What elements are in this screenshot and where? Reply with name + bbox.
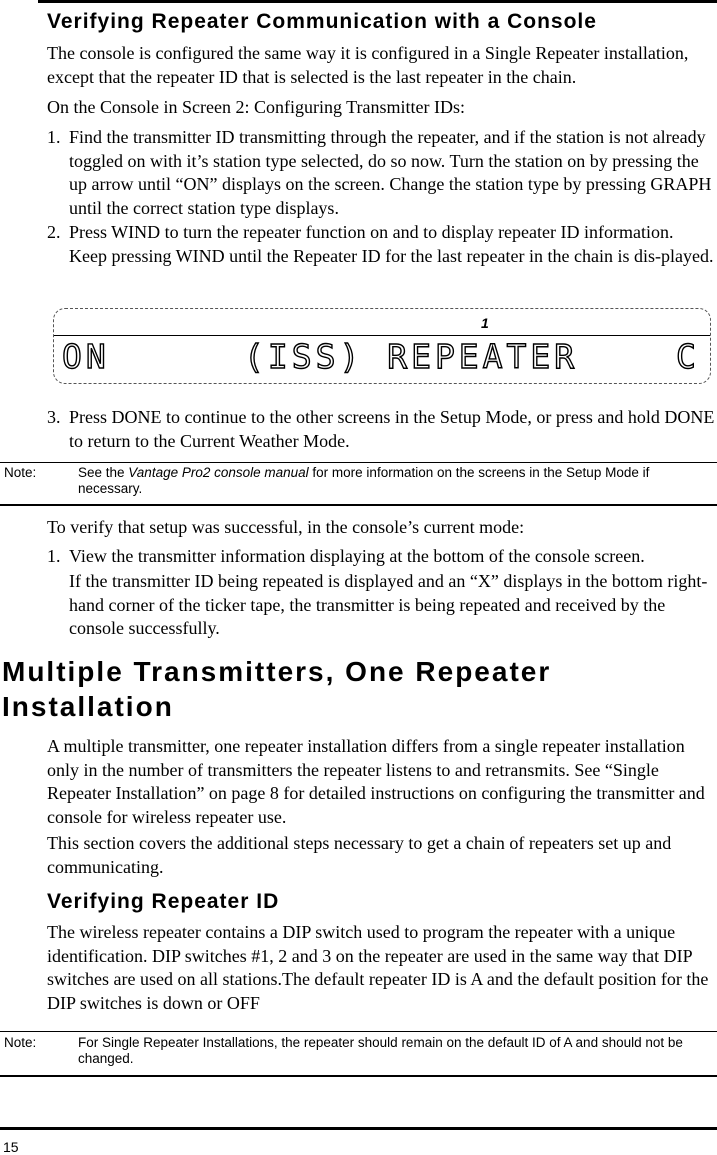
top-rule xyxy=(38,0,717,3)
list-item xyxy=(47,126,715,220)
multi-paragraph-1: A multiple transmitter, one repeater installation differs from a single repeater installation only in the number of transmitters the repeater listens to and retransmits. See “Single Repeater Installation” on page 8 for detailed instructions on configuring the transmitter and console for wireless repeater use. xyxy=(47,736,705,827)
list-item xyxy=(47,406,715,453)
list-number: 3. xyxy=(47,407,61,427)
lcd-display-figure xyxy=(53,308,711,384)
lcd-text-on: ON xyxy=(62,337,110,376)
verify-detail: If the transmitter ID being repeated is displayed and an “X” displays in the bottom right-hand corner of the ticker tape, the transmitter is being repeated and received by the console successfully. xyxy=(69,571,708,638)
subheading-verifying-repeater-id: Verifying Repeater ID xyxy=(47,890,280,913)
multi-paragraph-2: This section covers the additional steps necessary to get a chain of repeaters set up and communicating. xyxy=(47,833,672,877)
intro-paragraph: The console is configured the same way it is configured in a Single Repeater installation, except that the repeater ID that is selected is the last repeater in the chain. xyxy=(47,43,689,87)
lcd-text-repeater: (ISS) REPEATER xyxy=(244,337,579,376)
note-text: For Single Repeater Installations, the repeater should remain on the default ID of A and should not be changed. xyxy=(78,1035,683,1066)
list-text: Press WIND to turn the repeater function on and to display repeater ID information. Keep pressing WIND until the Repeater ID for the last repeater in the chain is dis-played. xyxy=(69,222,714,266)
list-item xyxy=(47,545,715,569)
lcd-divider xyxy=(54,335,710,336)
section-heading-verifying-communication: Verifying Repeater Communication with a Console xyxy=(47,10,597,33)
footer-rule xyxy=(0,1127,717,1130)
note-box xyxy=(0,1031,717,1077)
list-item xyxy=(47,221,715,268)
note-label: Note: xyxy=(4,465,37,480)
manual-title: Vantage Pro2 console manual xyxy=(128,465,309,480)
note-text: See the Vantage Pro2 console manual for more information on the screens in the Setup Mode if necessary. xyxy=(78,465,650,496)
note-box xyxy=(0,462,717,506)
section-heading-multiple-transmitters: Multiple Transmitters, One Repeater Installation xyxy=(2,656,552,722)
list-number: 2. xyxy=(47,222,61,242)
lcd-text-id: C xyxy=(676,337,700,376)
list-text: Press DONE to continue to the other screens in the Setup Mode, or press and hold DONE to return to the Current Weather Mode. xyxy=(69,407,715,451)
list-text: View the transmitter information displaying at the bottom of the console screen. xyxy=(69,546,645,566)
note-label: Note: xyxy=(4,1035,37,1050)
page-number: 15 xyxy=(3,1139,19,1155)
screen-reference: On the Console in Screen 2: Configuring Transmitter IDs: xyxy=(47,97,465,117)
list-text: Find the transmitter ID transmitting through the repeater, and if the station is not already toggled on with it’s station type selected, do so now. Turn the station on by pressing the up arrow until “ON” displays on the screen. Change the station type by pressing GRAPH until the correct station type displays. xyxy=(69,127,712,218)
list-number: 1. xyxy=(47,546,61,566)
list-number: 1. xyxy=(47,127,61,147)
repeater-id-paragraph: The wireless repeater contains a DIP switch used to program the repeater with a unique identification. DIP switches #1, 2 and 3 on the repeater are used in the same way that DIP switches are used on all stations.The default repeater ID is A and the default position for the DIP switches is down or OFF xyxy=(47,922,709,1013)
verify-intro: To verify that setup was successful, in the console’s current mode: xyxy=(47,517,525,537)
lcd-marker: 1 xyxy=(481,315,489,331)
